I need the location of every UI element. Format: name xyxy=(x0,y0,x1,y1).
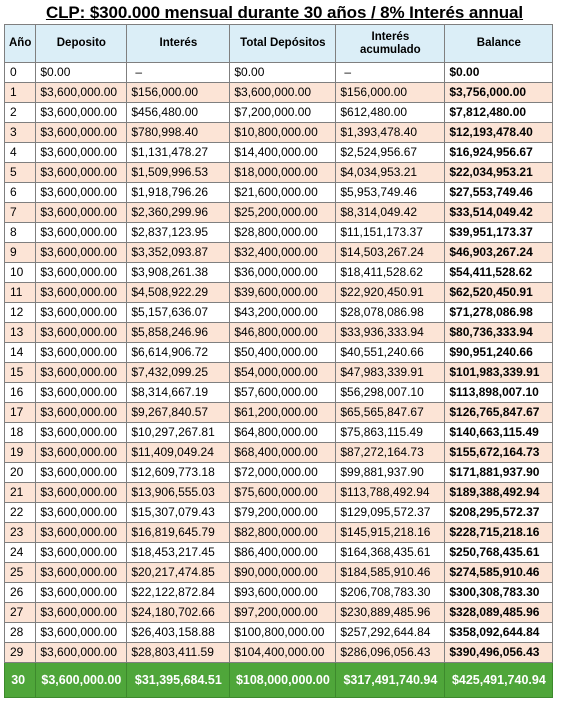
accumulated-interest-cell[interactable]: $87,272,164.73 xyxy=(336,443,445,463)
balance-cell[interactable]: $90,951,240.66 xyxy=(445,343,553,363)
deposit-cell[interactable]: $3,600,000.00 xyxy=(36,223,127,243)
table-row xyxy=(5,83,553,103)
interest-cell[interactable]: $2,360,299.96 xyxy=(127,203,230,223)
table-row xyxy=(5,423,553,443)
total-interest-cell[interactable]: $31,395,684.51 xyxy=(127,663,230,698)
balance-cell[interactable]: $12,193,478.40 xyxy=(445,123,553,143)
table-row xyxy=(5,183,553,203)
accumulated-interest-cell[interactable]: $1,393,478.40 xyxy=(336,123,445,143)
year-cell[interactable]: 6 xyxy=(5,183,36,203)
deposit-cell[interactable]: $3,600,000.00 xyxy=(36,183,127,203)
balance-cell[interactable]: $3,756,000.00 xyxy=(445,83,553,103)
deposit-cell[interactable]: $3,600,000.00 xyxy=(36,563,127,583)
table-row xyxy=(5,443,553,463)
year-cell[interactable]: 18 xyxy=(5,423,36,443)
total-deposits-cell[interactable]: $86,400,000.00 xyxy=(230,543,336,563)
table-row xyxy=(5,523,553,543)
total-year-cell[interactable]: 30 xyxy=(5,663,36,698)
interest-cell[interactable]: $2,837,123.95 xyxy=(127,223,230,243)
total-deposits-cell[interactable]: $25,200,000.00 xyxy=(230,203,336,223)
table-row xyxy=(5,263,553,283)
accumulated-interest-cell[interactable]: $129,095,572.37 xyxy=(336,503,445,523)
header-year[interactable]: Año xyxy=(5,25,36,63)
year-cell[interactable]: 2 xyxy=(5,103,36,123)
accumulated-interest-cell[interactable]: $5,953,749.46 xyxy=(336,183,445,203)
balance-cell[interactable]: $390,496,056.43 xyxy=(445,643,553,663)
year-cell[interactable]: 10 xyxy=(5,263,36,283)
interest-cell[interactable]: $456,480.00 xyxy=(127,103,230,123)
deposit-cell[interactable]: $3,600,000.00 xyxy=(36,263,127,283)
total-deposits-cell[interactable]: $3,600,000.00 xyxy=(230,83,336,103)
balance-cell[interactable]: $0.00 xyxy=(445,63,553,83)
deposit-cell[interactable]: $3,600,000.00 xyxy=(36,483,127,503)
interest-cell[interactable]: $12,609,773.18 xyxy=(127,463,230,483)
accumulated-interest-cell[interactable]: $4,034,953.21 xyxy=(336,163,445,183)
total-deposits-cell[interactable]: $90,000,000.00 xyxy=(230,563,336,583)
deposit-cell[interactable]: $3,600,000.00 xyxy=(36,523,127,543)
deposit-cell[interactable]: $3,600,000.00 xyxy=(36,283,127,303)
table-row xyxy=(5,543,553,563)
year-cell[interactable]: 14 xyxy=(5,343,36,363)
accumulated-interest-cell[interactable]: $230,889,485.96 xyxy=(336,603,445,623)
accumulated-interest-cell[interactable]: $164,368,435.61 xyxy=(336,543,445,563)
total-deposits-cell[interactable]: $61,200,000.00 xyxy=(230,403,336,423)
table-row xyxy=(5,103,553,123)
balance-cell[interactable]: $16,924,956.67 xyxy=(445,143,553,163)
total-deposits-cell[interactable]: $79,200,000.00 xyxy=(230,503,336,523)
accumulated-interest-cell[interactable]: $75,863,115.49 xyxy=(336,423,445,443)
year-cell[interactable]: 21 xyxy=(5,483,36,503)
total-deposits-cell[interactable]: $10,800,000.00 xyxy=(230,123,336,143)
interest-cell[interactable]: $6,614,906.72 xyxy=(127,343,230,363)
table-row xyxy=(5,483,553,503)
interest-cell[interactable]: $7,432,099.25 xyxy=(127,363,230,383)
table-row xyxy=(5,643,553,663)
total-deposits-cell[interactable]: $57,600,000.00 xyxy=(230,383,336,403)
balance-cell[interactable]: $80,736,333.94 xyxy=(445,323,553,343)
deposit-cell[interactable]: $3,600,000.00 xyxy=(36,583,127,603)
year-cell[interactable]: 17 xyxy=(5,403,36,423)
accumulated-interest-cell[interactable]: $47,983,339.91 xyxy=(336,363,445,383)
accumulated-interest-cell[interactable]: $156,000.00 xyxy=(336,83,445,103)
header-interest[interactable]: Interés xyxy=(127,25,230,63)
deposit-cell[interactable]: $3,600,000.00 xyxy=(36,403,127,423)
balance-cell[interactable]: $113,898,007.10 xyxy=(445,383,553,403)
total-deposit-cell[interactable]: $3,600,000.00 xyxy=(36,663,127,698)
year-cell[interactable]: 8 xyxy=(5,223,36,243)
interest-cell[interactable]: $5,858,246.96 xyxy=(127,323,230,343)
table-row xyxy=(5,63,553,83)
accumulated-interest-cell[interactable]: $286,096,056.43 xyxy=(336,643,445,663)
interest-cell[interactable]: $8,314,667.19 xyxy=(127,383,230,403)
year-cell[interactable]: 25 xyxy=(5,563,36,583)
accumulated-interest-cell[interactable]: $18,411,528.62 xyxy=(336,263,445,283)
interest-cell[interactable]: $9,267,840.57 xyxy=(127,403,230,423)
total-deposits-cell[interactable]: $43,200,000.00 xyxy=(230,303,336,323)
total-deposits-cell[interactable]: $82,800,000.00 xyxy=(230,523,336,543)
balance-cell[interactable]: $189,388,492.94 xyxy=(445,483,553,503)
total-deposits-cell[interactable]: $100,800,000.00 xyxy=(230,623,336,643)
total-deposits-cell[interactable]: $18,000,000.00 xyxy=(230,163,336,183)
interest-cell[interactable]: $156,000.00 xyxy=(127,83,230,103)
year-cell[interactable]: 11 xyxy=(5,283,36,303)
accumulated-interest-cell[interactable]: $206,708,783.30 xyxy=(336,583,445,603)
balance-cell[interactable]: $208,295,572.37 xyxy=(445,503,553,523)
total-deposits-cell[interactable]: $7,200,000.00 xyxy=(230,103,336,123)
year-cell[interactable]: 15 xyxy=(5,363,36,383)
deposit-cell[interactable]: $3,600,000.00 xyxy=(36,503,127,523)
accumulated-interest-cell[interactable]: $257,292,644.84 xyxy=(336,623,445,643)
header-row xyxy=(5,25,553,63)
accumulated-interest-cell[interactable]: $28,078,086.98 xyxy=(336,303,445,323)
total-deposits-cell[interactable]: $36,000,000.00 xyxy=(230,263,336,283)
table-row xyxy=(5,623,553,643)
table-row xyxy=(5,303,553,323)
balance-cell[interactable]: $126,765,847.67 xyxy=(445,403,553,423)
table-row xyxy=(5,363,553,383)
deposit-cell[interactable]: $3,600,000.00 xyxy=(36,163,127,183)
deposit-cell[interactable]: $3,600,000.00 xyxy=(36,83,127,103)
interest-cell[interactable]: $5,157,636.07 xyxy=(127,303,230,323)
interest-cell[interactable]: $10,297,267.81 xyxy=(127,423,230,443)
header-balance[interactable]: Balance xyxy=(445,25,553,63)
balance-cell[interactable]: $27,553,749.46 xyxy=(445,183,553,203)
total-balance-cell[interactable]: $425,491,740.94 xyxy=(445,663,553,698)
interest-cell[interactable]: $1,509,996.53 xyxy=(127,163,230,183)
header-accumulated-interest[interactable]: Interés acumulado xyxy=(336,25,445,63)
year-cell[interactable]: 7 xyxy=(5,203,36,223)
balance-cell[interactable]: $171,881,937.90 xyxy=(445,463,553,483)
year-cell[interactable]: 12 xyxy=(5,303,36,323)
interest-cell[interactable]: $11,409,049.24 xyxy=(127,443,230,463)
deposit-cell[interactable]: $3,600,000.00 xyxy=(36,103,127,123)
year-cell[interactable]: 23 xyxy=(5,523,36,543)
balance-cell[interactable]: $228,715,218.16 xyxy=(445,523,553,543)
accumulated-interest-cell[interactable]: $33,936,333.94 xyxy=(336,323,445,343)
table-row xyxy=(5,503,553,523)
accumulated-interest-cell[interactable]: $612,480.00 xyxy=(336,103,445,123)
year-cell[interactable]: 29 xyxy=(5,643,36,663)
balance-cell[interactable]: $274,585,910.46 xyxy=(445,563,553,583)
table-row xyxy=(5,563,553,583)
deposit-cell[interactable]: $3,600,000.00 xyxy=(36,463,127,483)
year-cell[interactable]: 27 xyxy=(5,603,36,623)
interest-cell[interactable]: $3,908,261.38 xyxy=(127,263,230,283)
accumulated-interest-cell[interactable]: $14,503,267.24 xyxy=(336,243,445,263)
table-row xyxy=(5,283,553,303)
deposit-cell[interactable]: $0.00 xyxy=(36,63,127,83)
year-cell[interactable]: 26 xyxy=(5,583,36,603)
total-deposits-cell[interactable]: $75,600,000.00 xyxy=(230,483,336,503)
total-deposits-cell[interactable]: $108,000,000.00 xyxy=(230,663,336,698)
table-row xyxy=(5,323,553,343)
table-row xyxy=(5,403,553,423)
deposit-cell[interactable]: $3,600,000.00 xyxy=(36,123,127,143)
total-accumulated-interest-cell[interactable]: $317,491,740.94 xyxy=(336,663,445,698)
interest-cell[interactable]: $4,508,922.29 xyxy=(127,283,230,303)
deposit-cell[interactable]: $3,600,000.00 xyxy=(36,203,127,223)
balance-cell[interactable]: $101,983,339.91 xyxy=(445,363,553,383)
accumulated-interest-cell[interactable]: $11,151,173.37 xyxy=(336,223,445,243)
table-row xyxy=(5,143,553,163)
balance-cell[interactable]: $155,672,164.73 xyxy=(445,443,553,463)
table-row xyxy=(5,203,553,223)
total-deposits-cell[interactable]: $0.00 xyxy=(230,63,336,83)
sheet-title: CLP: $300.000 mensual durante 30 años / 8% Interés annual xyxy=(45,3,524,22)
interest-cell[interactable]: $22,122,872.84 xyxy=(127,583,230,603)
total-deposits-cell[interactable]: $104,400,000.00 xyxy=(230,643,336,663)
year-cell[interactable]: 24 xyxy=(5,543,36,563)
year-cell[interactable]: 28 xyxy=(5,623,36,643)
interest-cell[interactable]: $13,906,555.03 xyxy=(127,483,230,503)
total-deposits-cell[interactable]: $32,400,000.00 xyxy=(230,243,336,263)
header-deposit[interactable]: Deposito xyxy=(36,25,127,63)
balance-cell[interactable]: $7,812,480.00 xyxy=(445,103,553,123)
total-deposits-cell[interactable]: $72,000,000.00 xyxy=(230,463,336,483)
deposit-cell[interactable]: $3,600,000.00 xyxy=(36,343,127,363)
table-row xyxy=(5,243,553,263)
balance-cell[interactable]: $54,411,528.62 xyxy=(445,263,553,283)
accumulated-interest-cell[interactable]: $184,585,910.46 xyxy=(336,563,445,583)
accumulated-interest-cell[interactable]: $99,881,937.90 xyxy=(336,463,445,483)
deposit-cell[interactable]: $3,600,000.00 xyxy=(36,643,127,663)
table-row xyxy=(5,343,553,363)
deposit-cell[interactable]: $3,600,000.00 xyxy=(36,363,127,383)
interest-cell[interactable]: $28,803,411.59 xyxy=(127,643,230,663)
interest-cell[interactable]: $780,998.40 xyxy=(127,123,230,143)
total-deposits-cell[interactable]: $46,800,000.00 xyxy=(230,323,336,343)
total-deposits-cell[interactable]: $93,600,000.00 xyxy=(230,583,336,603)
balance-cell[interactable]: $300,308,783.30 xyxy=(445,583,553,603)
savings-table xyxy=(4,24,553,698)
year-cell[interactable]: 22 xyxy=(5,503,36,523)
table-row xyxy=(5,383,553,403)
interest-cell[interactable]: $18,453,217.45 xyxy=(127,543,230,563)
year-cell[interactable]: 0 xyxy=(5,63,36,83)
interest-cell[interactable]: $16,819,645.79 xyxy=(127,523,230,543)
interest-cell[interactable]: – xyxy=(127,63,230,83)
total-deposits-cell[interactable]: $14,400,000.00 xyxy=(230,143,336,163)
table-row xyxy=(5,163,553,183)
total-row xyxy=(5,663,553,698)
header-total-deposits[interactable]: Total Depósitos xyxy=(230,25,336,63)
deposit-cell[interactable]: $3,600,000.00 xyxy=(36,543,127,563)
balance-cell[interactable]: $62,520,450.91 xyxy=(445,283,553,303)
table-row xyxy=(5,223,553,243)
accumulated-interest-cell[interactable]: $40,551,240.66 xyxy=(336,343,445,363)
deposit-cell[interactable]: $3,600,000.00 xyxy=(36,383,127,403)
balance-cell[interactable]: $328,089,485.96 xyxy=(445,603,553,623)
balance-cell[interactable]: $22,034,953.21 xyxy=(445,163,553,183)
interest-cell[interactable]: $26,403,158.88 xyxy=(127,623,230,643)
balance-cell[interactable]: $33,514,049.42 xyxy=(445,203,553,223)
total-deposits-cell[interactable]: $28,800,000.00 xyxy=(230,223,336,243)
table-row xyxy=(5,603,553,623)
balance-cell[interactable]: $46,903,267.24 xyxy=(445,243,553,263)
total-deposits-cell[interactable]: $97,200,000.00 xyxy=(230,603,336,623)
accumulated-interest-cell[interactable]: $22,920,450.91 xyxy=(336,283,445,303)
deposit-cell[interactable]: $3,600,000.00 xyxy=(36,243,127,263)
year-cell[interactable]: 16 xyxy=(5,383,36,403)
total-deposits-cell[interactable]: $68,400,000.00 xyxy=(230,443,336,463)
accumulated-interest-cell[interactable]: $145,915,218.16 xyxy=(336,523,445,543)
balance-cell[interactable]: $39,951,173.37 xyxy=(445,223,553,243)
year-cell[interactable]: 5 xyxy=(5,163,36,183)
total-deposits-cell[interactable]: $50,400,000.00 xyxy=(230,343,336,363)
accumulated-interest-cell[interactable]: $56,298,007.10 xyxy=(336,383,445,403)
deposit-cell[interactable]: $3,600,000.00 xyxy=(36,143,127,163)
total-deposits-cell[interactable]: $64,800,000.00 xyxy=(230,423,336,443)
accumulated-interest-cell[interactable]: $8,314,049.42 xyxy=(336,203,445,223)
interest-cell[interactable]: $1,918,796.26 xyxy=(127,183,230,203)
interest-cell[interactable]: $24,180,702.66 xyxy=(127,603,230,623)
year-cell[interactable]: 19 xyxy=(5,443,36,463)
accumulated-interest-cell[interactable]: – xyxy=(336,63,445,83)
accumulated-interest-cell[interactable]: $2,524,956.67 xyxy=(336,143,445,163)
deposit-cell[interactable]: $3,600,000.00 xyxy=(36,303,127,323)
total-deposits-cell[interactable]: $54,000,000.00 xyxy=(230,363,336,383)
interest-cell[interactable]: $15,307,079.43 xyxy=(127,503,230,523)
balance-cell[interactable]: $250,768,435.61 xyxy=(445,543,553,563)
deposit-cell[interactable]: $3,600,000.00 xyxy=(36,623,127,643)
balance-cell[interactable]: $140,663,115.49 xyxy=(445,423,553,443)
total-deposits-cell[interactable]: $21,600,000.00 xyxy=(230,183,336,203)
year-cell[interactable]: 13 xyxy=(5,323,36,343)
interest-cell[interactable]: $1,131,478.27 xyxy=(127,143,230,163)
interest-cell[interactable]: $3,352,093.87 xyxy=(127,243,230,263)
deposit-cell[interactable]: $3,600,000.00 xyxy=(36,423,127,443)
year-cell[interactable]: 3 xyxy=(5,123,36,143)
table-row xyxy=(5,463,553,483)
deposit-cell[interactable]: $3,600,000.00 xyxy=(36,443,127,463)
accumulated-interest-cell[interactable]: $113,788,492.94 xyxy=(336,483,445,503)
deposit-cell[interactable]: $3,600,000.00 xyxy=(36,603,127,623)
interest-cell[interactable]: $20,217,474.85 xyxy=(127,563,230,583)
deposit-cell[interactable]: $3,600,000.00 xyxy=(36,323,127,343)
balance-cell[interactable]: $71,278,086.98 xyxy=(445,303,553,323)
year-cell[interactable]: 4 xyxy=(5,143,36,163)
year-cell[interactable]: 20 xyxy=(5,463,36,483)
accumulated-interest-cell[interactable]: $65,565,847.67 xyxy=(336,403,445,423)
total-deposits-cell[interactable]: $39,600,000.00 xyxy=(230,283,336,303)
table-row xyxy=(5,123,553,143)
balance-cell[interactable]: $358,092,644.84 xyxy=(445,623,553,643)
year-cell[interactable]: 9 xyxy=(5,243,36,263)
table-row xyxy=(5,583,553,603)
year-cell[interactable]: 1 xyxy=(5,83,36,103)
